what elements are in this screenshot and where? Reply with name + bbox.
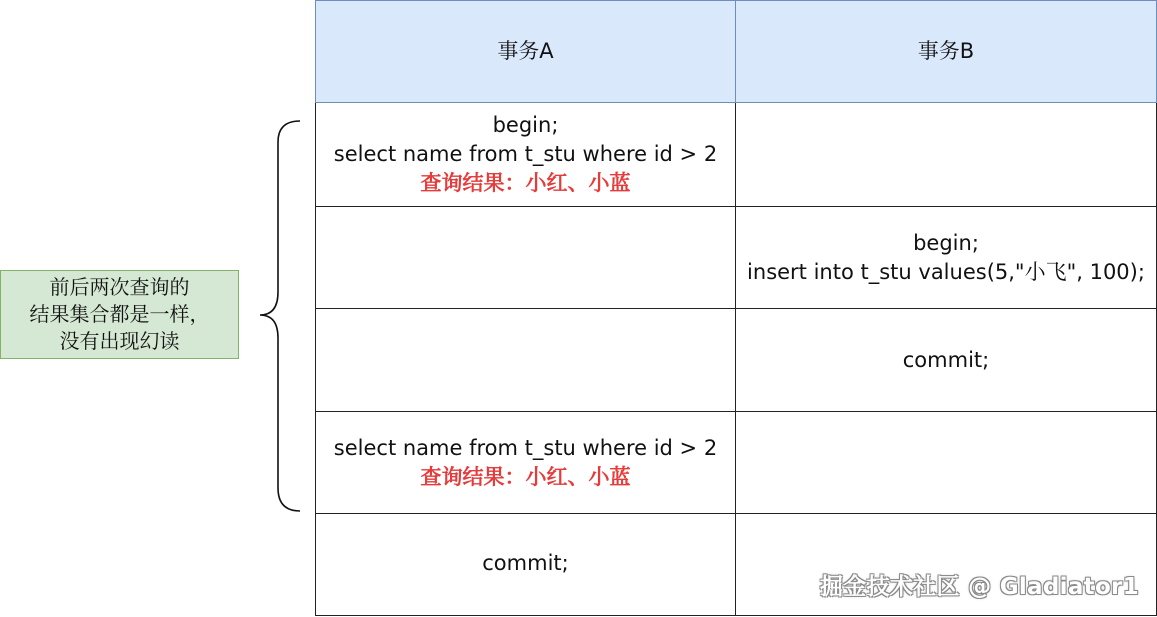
watermark: 掘金技术社区 @ Gladiator1 — [819, 574, 1139, 600]
cell-a-3 — [316, 309, 736, 412]
sql-line: begin; — [492, 113, 559, 137]
cell-a-4 — [316, 412, 736, 514]
table-row — [316, 309, 1157, 412]
sql-line: select name from t_stu where id > 2 — [333, 435, 718, 460]
cell-b-2 — [736, 207, 1157, 309]
cell-a-2 — [316, 207, 736, 309]
annotation-note — [0, 270, 239, 359]
header-row — [316, 1, 1157, 103]
sql-line: insert into t_stu values(5,"小飞", 100); — [747, 259, 1145, 284]
cell-b-3 — [736, 309, 1157, 412]
note-line: 结果集合都是一样， — [29, 302, 210, 326]
sql-line: begin; — [913, 230, 979, 255]
cell-b-4 — [736, 412, 1157, 514]
column-header-a: 事务A — [316, 1, 736, 103]
table-row — [316, 103, 1157, 207]
note-line: 没有出现幻读 — [59, 329, 180, 353]
sql-line: select name from t_stu where id > 2 — [333, 142, 718, 166]
sql-line: commit; — [482, 551, 569, 575]
transaction-table — [315, 0, 1157, 616]
query-result: 查询结果：小红、小蓝 — [420, 171, 631, 195]
cell-a-1 — [316, 103, 736, 207]
query-result: 查询结果：小红、小蓝 — [420, 464, 631, 489]
cell-b-1 — [736, 103, 1157, 207]
table-row — [316, 412, 1157, 514]
table-row — [316, 207, 1157, 309]
curly-brace-icon — [256, 118, 304, 514]
note-line: 前后两次查询的 — [49, 275, 190, 299]
cell-a-5 — [316, 514, 736, 616]
column-header-b: 事务B — [736, 1, 1157, 103]
sql-line: commit; — [902, 347, 990, 372]
